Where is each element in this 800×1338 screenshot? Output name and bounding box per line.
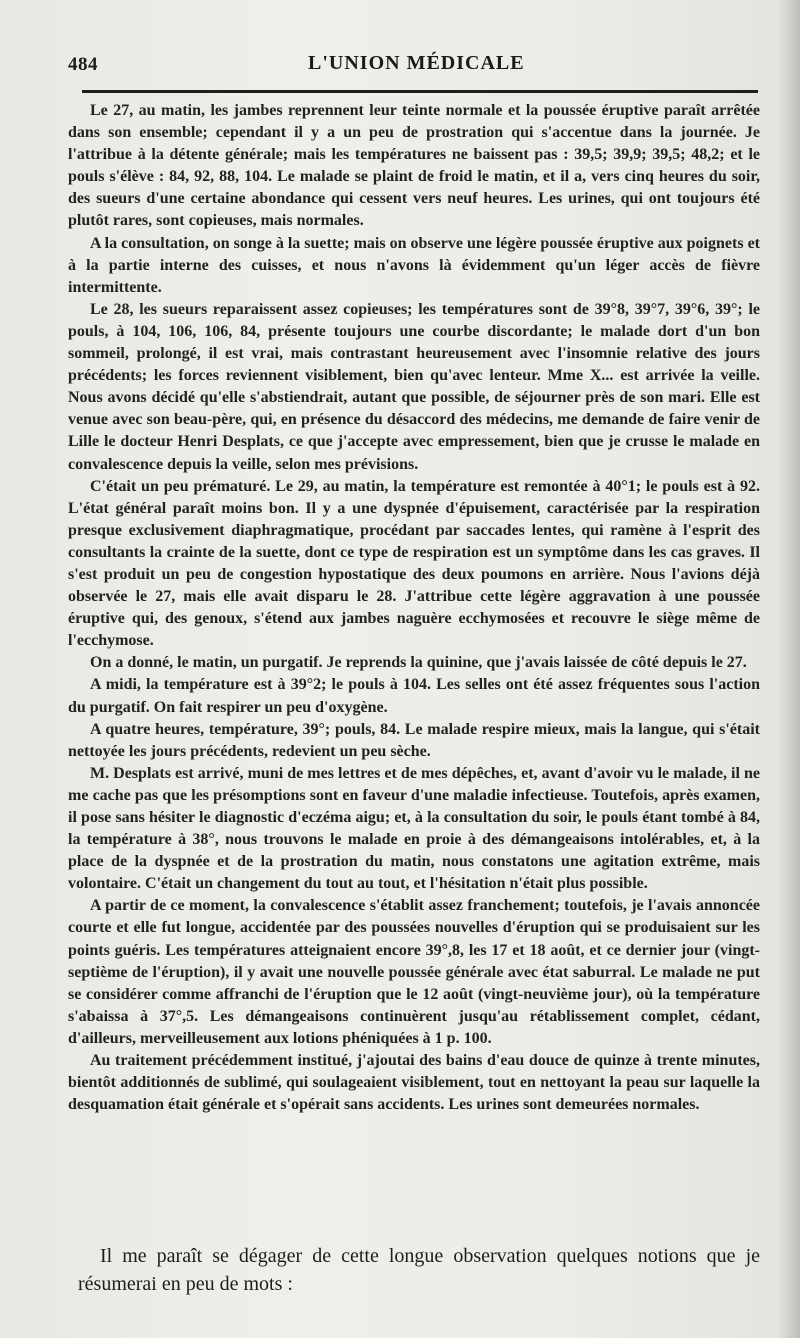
paragraph: A la consultation, on songe à la suette; mais on observe une légère poussée éruptive aux poignets et à la partie interne des cuisses, et nous n'avons là évidemment qu'un léger accès de fièvre intermittente. (68, 234, 760, 296)
paragraph: A quatre heures, température, 39°; pouls, 84. Le malade respire mieux, mais la langue, qui s'était nettoyée les jours précédents, redevient un peu sèche. (68, 720, 760, 760)
paragraph: Au traitement précédemment institué, j'ajoutai des bains d'eau douce de quinze à trente minutes, bientôt additionnés de sublimé, qui soulageaient visiblement, tout en nettoyant la peau sur laquelle la desquamation était générale et s'opérait sans accidents. Les urines sont demeurées normales. (68, 1052, 760, 1114)
closing-text: Il me paraît se dégager de cette longue observation quelques notions que je résumerai en peu de mots : (78, 1245, 760, 1295)
paragraph: On a donné, le matin, un purgatif. Je reprends la quinine, que j'avais laissée de côté depuis le 27. (90, 654, 747, 672)
body-text (68, 100, 760, 1116)
paragraph: A partir de ce moment, la convalescence s'établit assez franchement; toutefois, je l'avais annoncée courte et elle fut longue, accidentée par des poussées nouvelles d'éruption qui se produisaient sur les points guéris. Les températures atteignaient encore 39°,8, les 17 et 18 août, et ce dernier jour (vingt-septième de l'éruption), il y avait une nouvelle poussée générale avec état saburral. Le malade ne put se considérer comme affranchi de l'éruption que le 12 août (vingt-neuvième jour), où la température s'abaissa à 37°,5. Les démangeaisons continuèrent jusqu'au rétablissement complet, cédant, d'ailleurs, merveilleusement aux lotions phéniquées à 1 p. 100. (68, 897, 760, 1047)
paragraph: M. Desplats est arrivé, muni de mes lettres et de mes dépêches, et, avant d'avoir vu le malade, il ne me cache pas que les présomptions sont en faveur d'une maladie infectieuse. Toutefois, après examen, il pose sans hésiter le diagnostic d'eczéma aigu; et, à la consultation du soir, le pouls étant tombé à 84, la température à 38°, nous trouvons le malade en proie à des démangeaisons intolérables, et, à la place de la dyspnée et de la prostration du matin, nous constatons une agitation extrême, mais volontaire. C'était un changement du tout au tout, et l'hésitation n'était plus possible. (68, 764, 760, 893)
page-edge-shadow (778, 0, 800, 1338)
paragraph: Le 28, les sueurs reparaissent assez copieuses; les températures sont de 39°8, 39°7, 39°6, 39°; le pouls, à 104, 106, 106, 84, présente toujours une courbe discordante; le malade dort d'un bon sommeil, prolongé, il est vrai, mais contrastant heureusement avec l'insomnie relative des jours précédents; les forces reviennent visiblement, bien qu'avec lenteur. Mme X... est arrivée la veille. Nous avons décidé qu'elle s'abstiendrait, autant que possible, de séjourner près de son mari. Elle est venue avec son beau-père, qui, en présence du désaccord des médecins, me demande de faire venir de Lille le docteur Henri Desplats, ce que j'accepte avec empressement, bien que je crusse le malade en convalescence depuis la veille, selon mes prévisions. (68, 300, 760, 473)
paragraph: C'était un peu prématuré. Le 29, au matin, la température est remontée à 40°1; le pouls est à 92. L'état général paraît moins bon. Il y a une dyspnée d'épuisement, caractérisée par la respiration presque exclusivement diaphragmatique, procédant par saccades lentes, qui ramène à l'esprit des consultants la crainte de la suette, dont ce type de respiration est un symptôme dans les cas graves. Il s'est produit un peu de congestion hypostatique des deux poumons en arrière. Nous l'avions déjà observée le 27, mais elle avait disparu le 28. J'attribue cette légère aggravation à une poussée éruptive qui, des genoux, s'étend aux jambes naguère ecchymosées et recouvre le siège même de l'ecchymose. (68, 477, 760, 650)
page-header (68, 52, 758, 82)
header-rule (82, 90, 758, 93)
page-number: 484 (68, 54, 98, 75)
paragraph: Le 27, au matin, les jambes reprennent leur teinte normale et la poussée éruptive paraît arrêtée dans son ensemble; cependant il y a un peu de prostration qui s'accentue dans la journée. Je l'attribue à la détente générale; mais les températures ne baissent pas : 39,5; 39,9; 39,5; 48,2; et le pouls s'élève : 84, 92, 88, 104. Le malade se plaint de froid le matin, et il a, vers cinq heures du soir, des sueurs d'une certaine abondance qui cessent vers neuf heures. Les urines, qui ont toujours été plutôt rares, sont copieuses, mais normales. (68, 102, 760, 230)
paragraph: A midi, la température est à 39°2; le pouls à 104. Les selles ont été assez fréquentes sous l'action du purgatif. On fait respirer un peu d'oxygène. (68, 676, 760, 716)
running-title: L'UNION MÉDICALE (308, 52, 525, 74)
closing-paragraph (78, 1242, 760, 1298)
